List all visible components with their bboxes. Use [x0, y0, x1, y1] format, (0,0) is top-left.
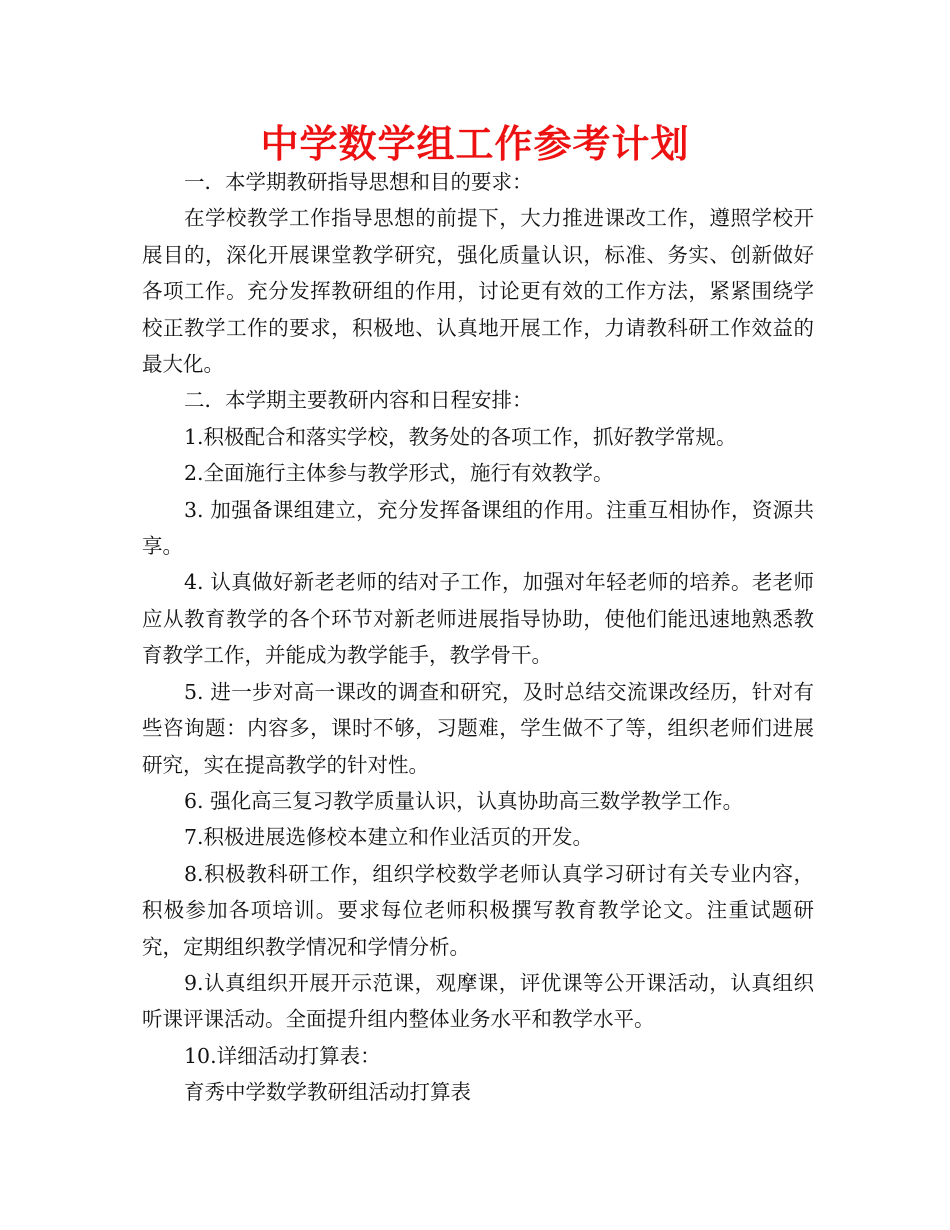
section-heading-2: 二．本学期主要教研内容和日程安排： — [184, 388, 533, 413]
list-item-1: 1.积极配合和落实学校，教务处的各项工作，抓好教学常规。 — [184, 424, 737, 449]
section-heading-1: 一．本学期教研指导思想和目的要求： — [184, 170, 533, 194]
list-item-5: 5. 进一步对高一课改的调查和研究，及时总结交流课改经历，针对有些咨询题：内容多，课时不够，习题难，学生做不了等，组织老师们进展研究，实在提高教学的针对性。 — [142, 679, 814, 777]
list-item-2: 2.全面施行主体参与教学形式，施行有效教学。 — [184, 461, 614, 486]
document-body — [142, 164, 814, 1111]
list-item-6: 6. 强化高三复习教学质量认识，认真协助高三数学教学工作。 — [184, 788, 744, 813]
list-item-3: 3. 加强备课组建立，充分发挥备课组的作用。注重互相协作，资源共享。 — [142, 497, 814, 559]
list-item-10: 10.详细活动打算表： — [184, 1043, 381, 1068]
table-caption: 育秀中学数学教研组活动打算表 — [184, 1080, 471, 1105]
document-title: 中学数学组工作参考计划 — [260, 121, 690, 166]
list-item-8: 8.积极教科研工作，组织学校数学老师认真学习研讨有关专业内容，积极参加各项培训。要求每位老师积极撰写教育教学论文。注重试题研究，定期组织教学情况和学情分析。 — [142, 861, 814, 959]
list-item-4: 4. 认真做好新老老师的结对子工作，加强对年轻老师的培养。老老师应从教育教学的各个环节对新老师进展指导协助，使他们能迅速地熟悉教育教学工作，并能成为教学能手，教学骨干。 — [142, 570, 814, 668]
paragraph-guiding-idea: 在学校教学工作指导思想的前提下，大力推进课改工作，遵照学校开展目的，深化开展课堂教学研究，强化质量认识，标准、务实、创新做好各项工作。充分发挥教研组的作用，讨论更有效的工作方法，紧紧围绕学校正教学工作的要求，积极地、认真地开展工作，力请教科研工作效益的最大化。 — [142, 206, 814, 377]
list-item-7: 7.积极进展选修校本建立和作业活页的开发。 — [184, 825, 594, 850]
list-item-9: 9.认真组织开展开示范课，观摩课，评优课等公开课活动，认真组织听课评课活动。全面提升组内整体业务水平和教学水平。 — [142, 970, 814, 1032]
